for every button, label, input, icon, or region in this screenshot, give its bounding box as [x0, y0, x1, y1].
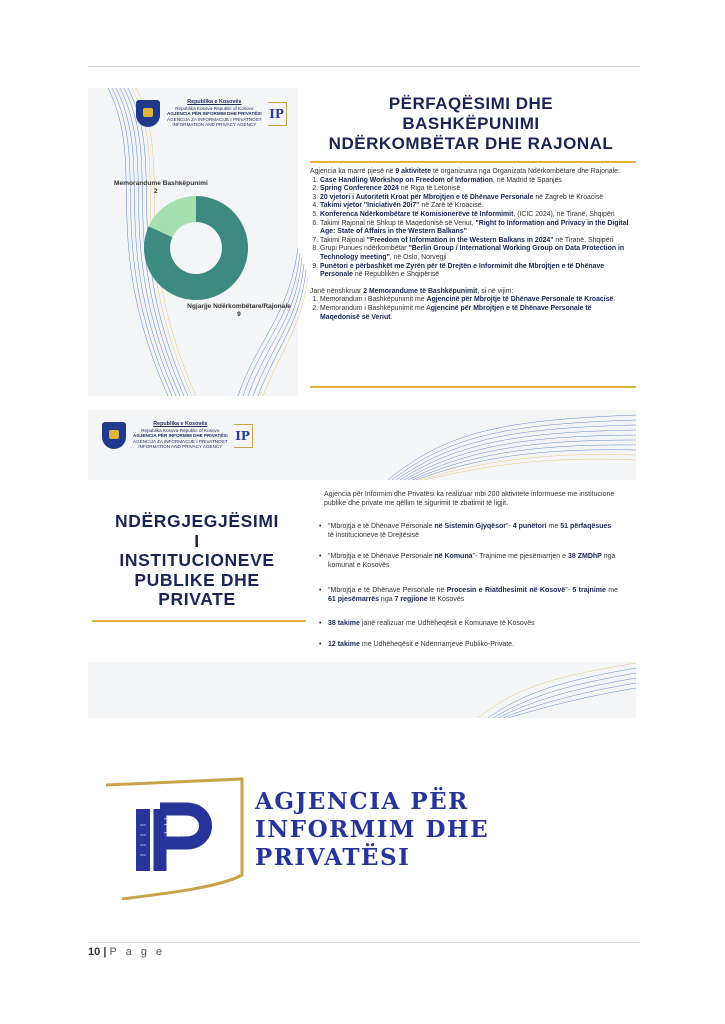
bullet-municipal-leaders: • 38 takime janë realizuar me Udhëheqësit e Komunave të Kosovës — [319, 620, 535, 627]
ip-logo-icon: IP — [268, 102, 287, 126]
bullet-repatriation: • "Mbrojtja e të Dhënave Personale në Procesin e Riatdhesimit në Kosovë"- 5 trajnime me 61 pjesëmarrës nga 7 regjione të Kosovës — [319, 587, 619, 604]
ip-logo-icon: IP — [234, 424, 253, 448]
bullet-judicial: • "Mbrojtja e të Dhënave Personale në Sistemin Gjyqësor"- 4 punëtori me 51 përfaqësues të institucioneve të Drejtësisë — [319, 523, 612, 540]
page-label: P a g e — [109, 946, 166, 958]
page-number: 10 — [88, 946, 101, 958]
list-item: 1. Case Handling Workshop on Freedom of Information, në Madrid të Spanjës — [320, 177, 630, 186]
slide2-title-underline — [92, 620, 306, 622]
slide1-title: PËRFAQËSIMI DHE BASHKËPUNIMI NDËRKOMBËTAR DHE RAJONAL — [328, 94, 614, 153]
bullet-enterprise-leaders: • 12 takime me Udhëheqësit e Ndërmarrjeve Publiko-Private. — [319, 641, 514, 648]
agency-header-text-2: Republika e Kosovës Republika Kosova-Republic of Kosovo AGJENCIA PËR INFORMIM DHE PRIVATËSI AGENCIJA ZA INFORMACIJE I PRIVATNOST INFORMATION AND PRIVACY AGENCY — [133, 421, 228, 450]
slide-awareness — [88, 410, 636, 718]
bottom-gold-line — [310, 386, 636, 388]
agency-header-2 — [102, 422, 253, 450]
activities-intro: Agjencia ka marrë pjesë në 9 aktivitete të organizuara nga Organizata Ndërkombëtare dhe Rajonale: — [310, 168, 620, 175]
ip-logo-mark-icon — [100, 775, 250, 900]
list-item: 2. Spring Conference 2024 në Riga të Letonisë — [320, 185, 630, 194]
agency-header-text: Republika e Kosovës Republika Kosova-Republic of Kosovo AGJENCIA PËR INFORMIM DHE PRIVATËSI AGENCIJA ZA INFORMACIJE I PRIVATNOST INFORMATION AND PRIVACY AGENCY — [167, 99, 262, 128]
footer-separator: | — [103, 946, 107, 958]
agency-logo — [100, 775, 570, 900]
title-underline — [310, 161, 636, 163]
kosovo-emblem-icon — [102, 422, 126, 449]
list-item: 8. Grupi Punues ndërkombëtar ''Berlin Group / International Working Group on Data Protection in Technology meeting'', në Oslo, Norvegji — [320, 245, 630, 262]
list-item: 7. Takimi Rajonal "Freedom of Information in the Western Balkans in 2024" në Tiranë, Shqipëri — [320, 237, 630, 246]
logo-line-3: PRIVATËSI — [255, 844, 411, 871]
list-item: 9. Punëtori e përbashkët me Zyrën për të Drejtën e Informimit dhe Mbrojtjen e të Dhënave Personale në Republikën e Shqipërisë — [320, 263, 630, 280]
awareness-intro: Agjencia për Informim dhe Privatësi ka realizuar mbi 200 aktivitete informuese me institucione publike dhe private me qëllim të sigurimit të zbatimit të ligjit. — [324, 491, 615, 508]
legend-events: Ngjarjje Ndërkombëtare/Rajonale 9 — [187, 303, 291, 318]
list-item: 6. Takimi Rajonal në Shkup të Maqedonisë së Veriut, "Right to Information and Privacy in the Digital Age: State of Affairs in the Western Balkans" — [320, 220, 630, 237]
list-item: 3. 20 vjetori i Autoritetit Kroat për Mbrojtjen e të Dhënave Personale në Zagreb të Kroacisë — [320, 194, 630, 203]
list-item: 4. Takimi vjetor ''Iniciativën 20i7'' në Zarë të Kroacisë. — [320, 202, 630, 211]
footer-rule — [88, 942, 640, 943]
bullet-municipalities: • "Mbrojtja e të Dhënave Personale në Komuna"- Trajnime me pjesëmarrjen e 38 ZMDhP nga komunat e Kosovës — [319, 553, 616, 570]
legend-memorandum: Memorandume Bashkëpunimi 2 — [114, 180, 208, 195]
list-item: 2. Memorandum i Bashkëpunimit me Agjencinë për Mbrojtjen e të Dhënave Personale të Maqedonisë së Veriut. — [320, 305, 630, 322]
list-item: 1. Memorandum i Bashkëpunimit me Agjencinë për Mbrojtje të Dhënave Personale të Kroacisë. — [320, 296, 630, 305]
slide-international-cooperation — [88, 88, 636, 396]
donut-chart — [142, 194, 250, 302]
page-footer — [88, 946, 165, 958]
list-item: 5. Konferenca Ndërkombëtare të Komisionerëve të Informimit, (ICIC 2024), në Tiranë, Shqipëri — [320, 211, 630, 220]
memo-intro: Janë nënshkruar 2 Memorandume të Bashkëpunimit, si në vijim: — [310, 287, 514, 295]
slide2-title: NDËRGJEGJËSIMI I INSTITUCIONEVE PUBLIKE DHE PRIVATE — [115, 511, 279, 609]
activities-list — [310, 177, 630, 280]
logo-line-1: AGJENCIA PËR — [255, 788, 469, 815]
agency-header — [136, 100, 287, 128]
kosovo-emblem-icon — [136, 100, 160, 127]
logo-line-2: INFORMIM DHE — [255, 816, 490, 843]
activities-text — [310, 168, 630, 322]
memo-list — [310, 296, 630, 322]
top-rule — [88, 66, 640, 67]
